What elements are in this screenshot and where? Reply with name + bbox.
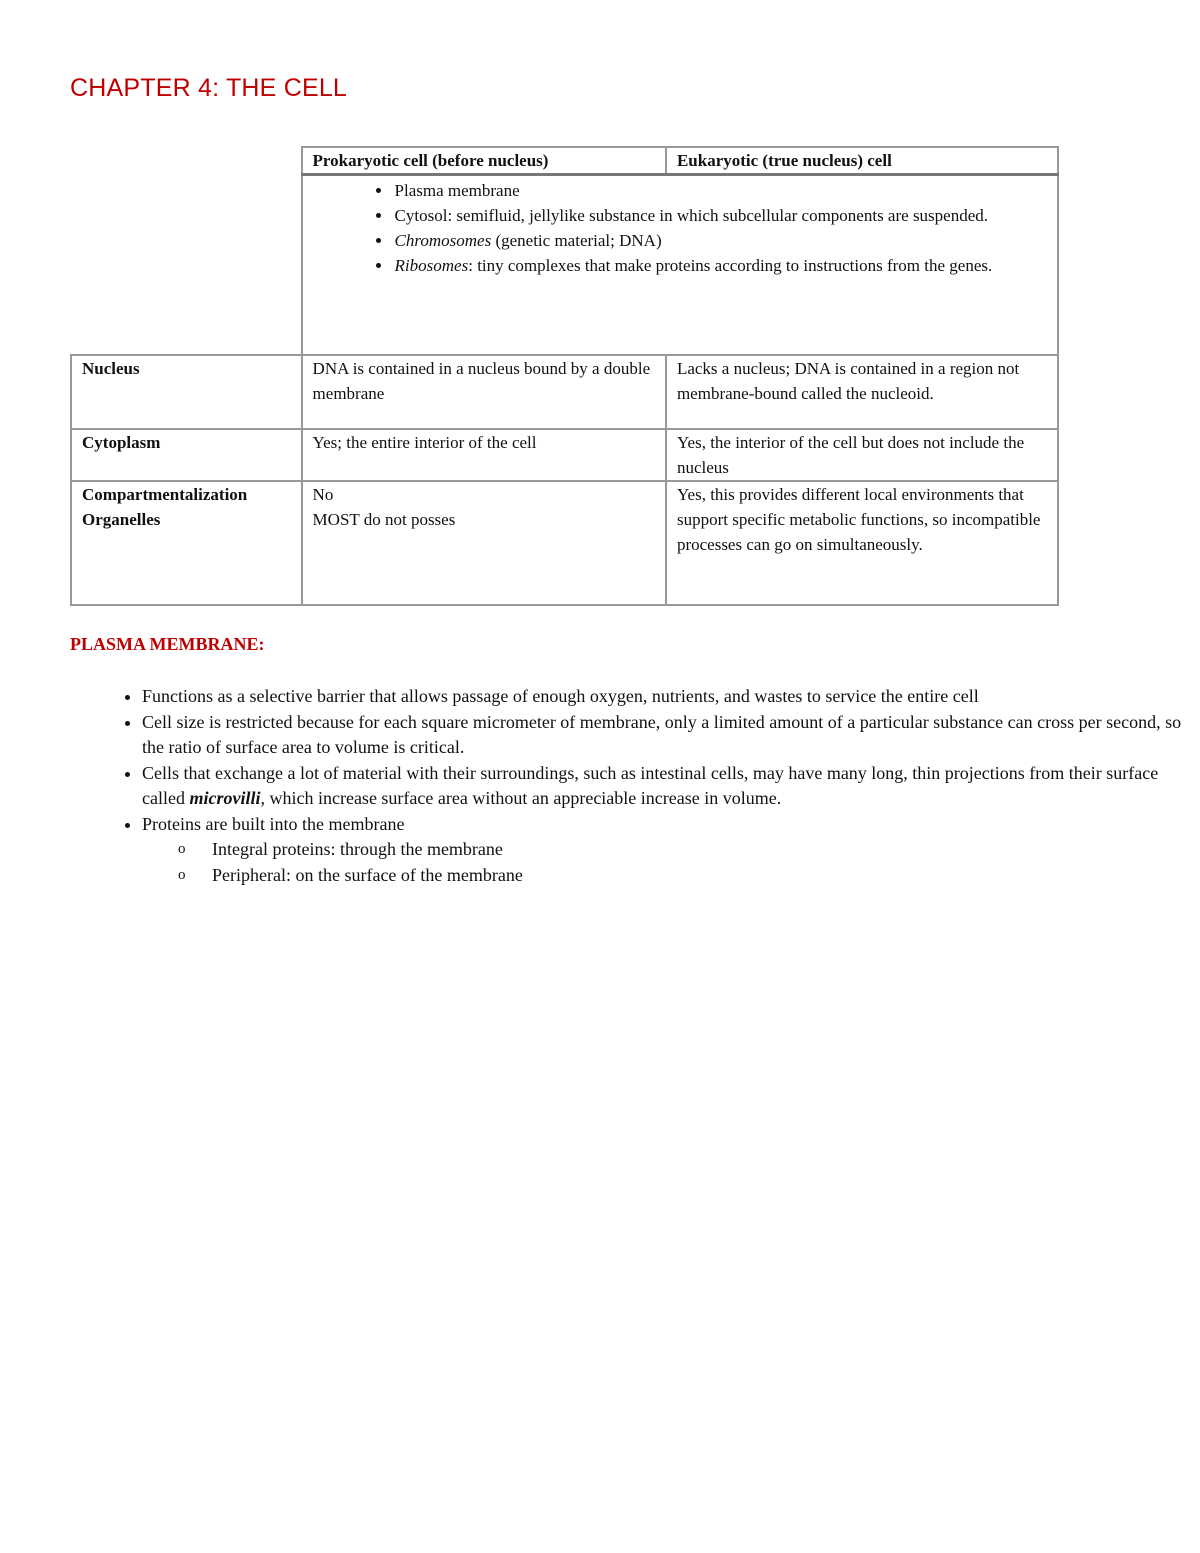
shared-feature-item [393, 203, 1047, 228]
prokaryotic-cell: No [302, 481, 666, 507]
list-item [142, 710, 1200, 761]
header-prokaryotic: Prokaryotic cell (before nucleus) [302, 147, 666, 175]
shared-features-row [71, 175, 1058, 356]
row-label: Compartmentalization [71, 481, 302, 507]
eukaryotic-cell: Yes, this provides different local environments that support specific metabolic functions, so incompatible processes can go on simultaneously. [666, 481, 1058, 605]
prokaryotic-cell: DNA is contained in a nucleus bound by a double membrane [302, 355, 666, 429]
prokaryotic-cell: MOST do not posses [302, 507, 666, 605]
cell-comparison-table [70, 146, 1059, 606]
table-header-row [71, 147, 1058, 175]
table-row [71, 355, 1058, 429]
table-row [71, 429, 1058, 481]
list-item-text: Functions as a selective barrier that allows passage of enough oxygen, nutrients, and wastes to service the entire cell [142, 686, 979, 706]
list-item [142, 761, 1200, 812]
sub-list-item: o Peripheral: on the surface of the membrane [212, 863, 1200, 889]
shared-feature-term: Chromosomes [394, 231, 492, 250]
row-label: Nucleus [71, 355, 302, 429]
section-heading-plasma-membrane: PLASMA MEMBRANE: [70, 634, 265, 654]
eukaryotic-cell: Yes, the interior of the cell but does not include the nucleus [666, 429, 1058, 481]
shared-feature-item [393, 253, 1047, 278]
prokaryotic-cell: Yes; the entire interior of the cell [302, 429, 666, 481]
list-item-text: Cell size is restricted because for each square micrometer of membrane, only a limited amount of a particular substance can cross per second, so the ratio of surface area to volume is critical. [142, 711, 1182, 757]
row-label: Organelles [71, 507, 302, 605]
header-blank-cell [71, 147, 302, 175]
table-row [71, 481, 1058, 507]
shared-features-list [313, 178, 1047, 278]
sub-list-item: o Integral proteins: through the membrane [212, 837, 1200, 863]
sub-list [142, 837, 1200, 888]
plasma-membrane-list [70, 684, 1200, 888]
list-item [142, 684, 1200, 710]
shared-feature-text: Cytosol: semifluid, jellylike substance in which subcellular components are suspended. [394, 206, 989, 225]
row-label: Cytoplasm [71, 429, 302, 481]
list-item-text: Cells that exchange a lot of material with their surroundings, such as intestinal cells, may have many long, thin projections from their surface called [142, 762, 1159, 808]
shared-feature-term: Ribosomes [394, 256, 469, 275]
shared-feature-text: Plasma membrane [394, 181, 520, 200]
shared-feature-item [393, 178, 1047, 203]
chapter-title: CHAPTER 4: THE CELL [70, 74, 348, 102]
shared-feature-item [393, 228, 1047, 253]
shared-feature-text: : tiny complexes that make proteins according to instructions from the genes. [468, 256, 993, 275]
header-eukaryotic: Eukaryotic (true nucleus) cell [666, 147, 1058, 175]
emphasis-term: microvilli [189, 788, 261, 808]
list-item-text: , which increase surface area without an appreciable increase in volume. [260, 788, 782, 808]
eukaryotic-cell: Lacks a nucleus; DNA is contained in a region not membrane-bound called the nucleoid. [666, 355, 1058, 429]
list-item [142, 812, 1200, 889]
list-item-text: Proteins are built into the membrane [142, 813, 405, 834]
shared-blank-cell [71, 175, 302, 356]
shared-features-cell [302, 175, 1058, 356]
shared-feature-text: (genetic material; DNA) [491, 231, 662, 250]
